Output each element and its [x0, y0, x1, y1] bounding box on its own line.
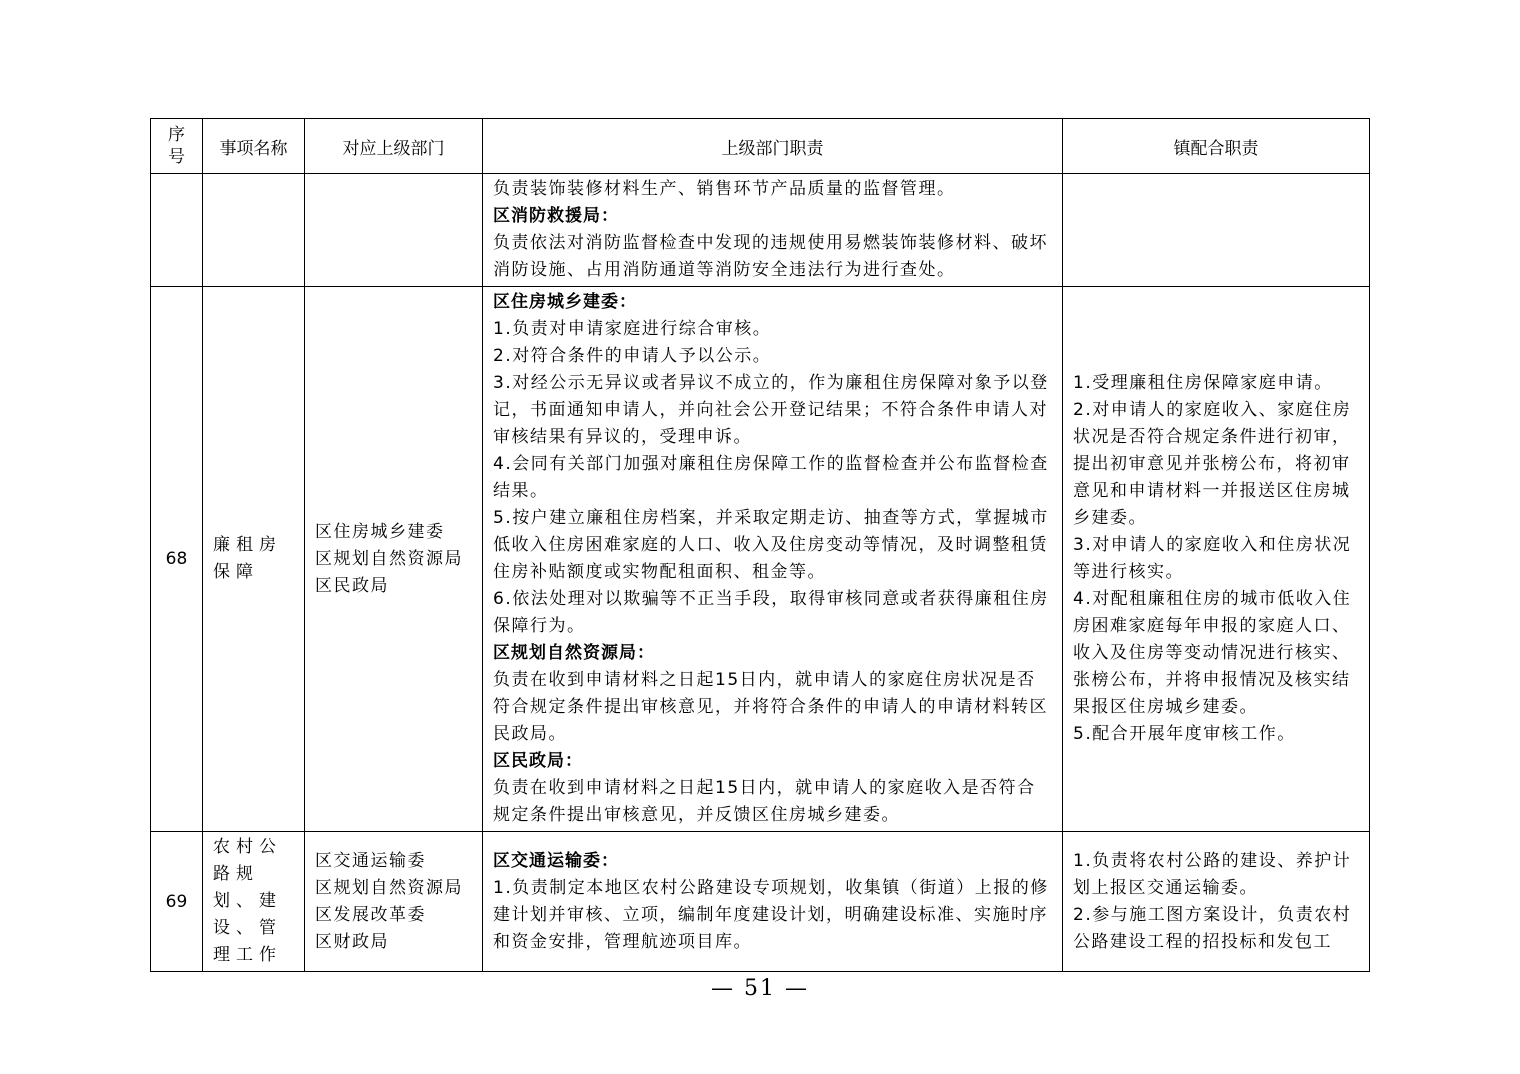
town-duty-text: 4.对配租廉租住房的城市低收入住房困难家庭每年申报的家庭人口、收入及住房等变动情况进行核实、张榜公布，并将申报情况及核实结果报区住房城乡建委。: [1073, 589, 1352, 717]
duty-text: 负责在收到申请材料之日起15日内，就申请人的家庭住房状况是否符合规定条件提出审核意见，并将符合条件的申请人的申请材料转区民政局。: [493, 670, 1048, 744]
header-seq-line-2: 号: [168, 147, 185, 167]
duty-table: [150, 118, 1370, 972]
item-name: 廉租房保障: [213, 535, 282, 582]
duty-text: 1.负责对申请家庭进行综合审核。: [493, 319, 772, 339]
town-duty-text: 2.参与施工图方案设计，负责农村公路建设工程的招投标和发包工: [1073, 904, 1352, 952]
page-number: — 51 —: [711, 976, 809, 1001]
department-name: 区住房城乡建委: [315, 521, 445, 542]
seq-cell: [151, 174, 203, 287]
seq-cell: 69: [151, 832, 203, 972]
header-row: [151, 119, 1370, 174]
department-cell: [305, 832, 483, 972]
department-heading: 区交通运输委：: [493, 850, 619, 871]
department-list: [305, 846, 482, 958]
department-cell: [305, 174, 483, 287]
department-name: 区财政局: [315, 931, 389, 952]
header-name: 事项名称: [203, 119, 305, 174]
duties-cell: [483, 832, 1063, 972]
town-duties-list: [1063, 846, 1369, 958]
town-duty-text: 2.对申请人的家庭收入、家庭住房状况是否符合规定条件进行初审，提出初审意见并张榜公布，将初审意见和申请材料一并报送区住房城乡建委。: [1073, 400, 1352, 528]
duty-text: 2.对符合条件的申请人予以公示。: [493, 346, 772, 366]
duty-text: 5.按户建立廉租住房档案，并采取定期走访、抽查等方式，掌握城市低收入住房困难家庭的人口、收入及住房变动等情况，及时调整租赁住房补贴额度或实物配租面积、租金等。: [493, 508, 1049, 582]
name-cell: [203, 287, 305, 832]
header-town-duties: 镇配合职责: [1063, 119, 1370, 174]
name-cell: [203, 174, 305, 287]
department-name: 区民政局: [315, 575, 389, 596]
duty-text: 负责装饰装修材料生产、销售环节产品质量的监督管理。: [493, 179, 956, 199]
department-name: 区发展改革委: [315, 904, 426, 925]
department-cell: [305, 287, 483, 832]
duty-text: 4.会同有关部门加强对廉租住房保障工作的监督检查并公布监督检查结果。: [493, 454, 1049, 501]
table-row-continued: [151, 174, 1370, 287]
duty-text: 6.依法处理对以欺骗等不正当手段，取得审核同意或者获得廉租住房保障行为。: [493, 589, 1049, 636]
town-duties-cell: [1063, 174, 1370, 287]
duties-cell: [483, 287, 1063, 832]
duty-text: 3.对经公示无异议或者异议不成立的，作为廉租住房保障对象予以登记，书面通知申请人，并向社会公开登记结果；不符合条件申请人对审核结果有异议的，受理申诉。: [493, 373, 1049, 447]
duty-text: 负责依法对消防监督检查中发现的违规使用易燃装饰装修材料、破坏消防设施、占用消防通道等消防安全违法行为进行查处。: [493, 233, 1048, 280]
town-duty-text: 1.受理廉租住房保障家庭申请。: [1073, 373, 1333, 393]
duties-list: [483, 174, 1062, 286]
department-heading: 区消防救援局：: [493, 206, 619, 226]
header-seq: [151, 119, 203, 174]
town-duties-cell: [1063, 832, 1370, 972]
duty-text: 1.负责制定本地区农村公路建设专项规划，收集镇（街道）上报的修建计划并审核、立项，编制年度建设计划，明确建设标准、实施时序和资金安排，管理航迹项目库。: [493, 877, 1049, 952]
duties-list: [483, 287, 1062, 831]
department-name: 区规划自然资源局: [315, 548, 463, 569]
department-heading: 区民政局：: [493, 751, 583, 771]
town-duty-text: 5.配合开展年度审核工作。: [1073, 724, 1296, 744]
department-name: 区规划自然资源局: [315, 877, 463, 898]
item-name: 农村公路规划、建设、管理工作: [213, 837, 282, 965]
name-cell: [203, 832, 305, 972]
department-heading: 区住房城乡建委：: [493, 292, 637, 312]
department-name: 区交通运输委: [315, 850, 426, 871]
duties-cell: [483, 174, 1063, 287]
table-row-68: [151, 287, 1370, 832]
department-list: [305, 517, 482, 602]
town-duty-text: 1.负责将农村公路的建设、养护计划上报区交通运输委。: [1073, 850, 1352, 898]
header-seq-line-1: 序: [168, 125, 185, 145]
duty-text: 负责在收到申请材料之日起15日内，就申请人的家庭收入是否符合规定条件提出审核意见，并反馈区住房城乡建委。: [493, 778, 1036, 825]
seq-cell: 68: [151, 287, 203, 832]
town-duties-list: [1063, 368, 1369, 750]
department-heading: 区规划自然资源局：: [493, 643, 655, 663]
town-duty-text: 3.对申请人的家庭收入和住房状况等进行核实。: [1073, 535, 1352, 582]
table-row-69: [151, 832, 1370, 972]
duties-list: [483, 846, 1062, 958]
town-duties-cell: [1063, 287, 1370, 832]
header-department: 对应上级部门: [305, 119, 483, 174]
header-duties: 上级部门职责: [483, 119, 1063, 174]
